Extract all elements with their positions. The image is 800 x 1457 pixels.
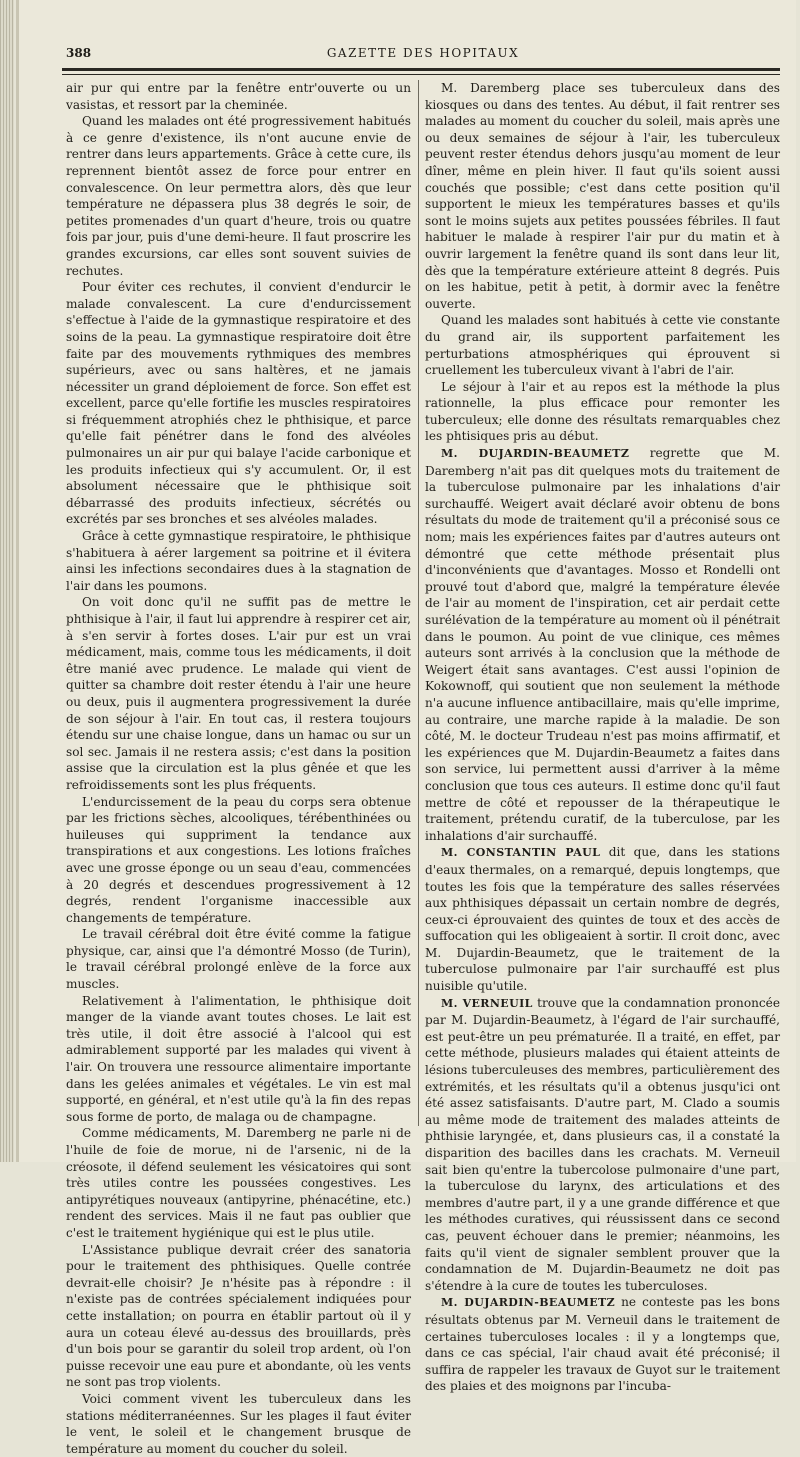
paragraph-text: M. Daremberg place ses tuberculeux dans des kiosques ou dans des tentes. Au début, il fait rentrer ses malades au moment du coucher du soleil, mais après une ou deux semaines de séjour à l'air, les tuberculeux peuvent rester étendus dehors jusqu'au moment de leur dîner, même en plein hiver. Il faut qu'ils soient aussi couchés que possible; c'est dans cette position qu'il supportent le mieux les températures basses et qu'ils sont le moins sujets aux petites poussées fébriles. Il faut habituer le malade à respirer l'air pur du matin et à ouvrir largement la fenêtre quand ils sont dans leur lit, dès que la température extérieure atteint 8 degrés. Puis on les habitue, petit à petit, à dormir avec la fenêtre ouverte. (425, 81, 780, 311)
paragraph-text: Relativement à l'alimentation, le phthisique doit manger de la viande avant toutes choses. Le lait est très utile, il doit être associé à l'alcool qui est admirablement supporté par les malades qui vivent à l'air. On trouvera une ressource alimentaire importante dans les gelées animales et végétales. Le vin est mal supporté, en général, et n'est utile qu'à la fin des repas sous forme de porto, de malaga ou de champagne. (66, 993, 411, 1124)
paragraph (66, 1125, 411, 1241)
paragraph-text: L'endurcissement de la peau du corps sera obtenue par les frictions sèches, alcooliques, térébenthinées ou huileuses qui suppriment la tendance aux transpirations et aux congestions. Les lotions fraîches avec une grosse éponge ou un seau d'eau, commencées à 20 degrés et descendues progressivement à 12 degrés, rendent l'organisme inaccessible aux changements de température. (66, 794, 411, 925)
paragraph (66, 80, 411, 113)
paragraph (425, 844, 780, 994)
paragraph (425, 1294, 780, 1395)
paragraph-text: Quand les malades ont été progressivement habitués à ce genre d'existence, ils n'ont aucune envie de rentrer dans leurs appartements. Grâce à cette cure, ils reprennent bientôt assez de force pour entrer en convalescence. On leur permettra alors, dès que leur température ne dépassera plus 38 degrés le soir, de petites promenades d'un quart d'heure, trois ou quatre fois par jour, puis d'une demi-heure. Il faut proscrire les grandes excursions, car elles sont souvent suivies de rechutes. (66, 114, 411, 278)
paragraph (66, 1391, 411, 1457)
left-column (66, 80, 411, 1457)
paragraph (66, 113, 411, 279)
paragraph-text: regrette que M. Daremberg n'ait pas dit quelques mots du traitement de la tuberculose pulmonaire par les inhalations d'air surchauffé. Weigert avait déclaré avoir obtenu de bons résultats du mode de traitement qu'il a préconisé sous ce nom; mais les expériences faites par d'autres auteurs ont démontré que cette méthode présentait plus d'inconvénients que d'avantages. Mosso et Rondelli ont prouvé tout d'abord que, malgré la température élevée de l'air au moment de l'inspiration, cet air perdait cette surélévation de la température au moment où il pénétrait dans le poumon. Au point de vue clinique, ces mêmes auteurs sont arrivés à la conclusion que la méthode de Weigert était sans avantages. C'est aussi l'opinion de Kokownoff, qui soutient que non seulement la méthode n'a aucune influence antibacillaire, mais qu'elle imprime, au contraire, une marche rapide à la maladie. De son côté, M. le docteur Trudeau n'est pas moins affirmatif, et les expériences que M. Dujardin-Beaumetz a faites dans son service, lui permettent aussi d'arriver à la même conclusion que tous ces auteurs. Il estime donc qu'il faut mettre de côté et repousser de la thérapeutique le traitement, prétendu curatif, de la tuberculose, par les inhalations d'air surchauffé. (425, 446, 780, 843)
paragraph (66, 528, 411, 594)
speaker-name: M. CONSTANTIN PAUL (441, 846, 601, 860)
page-number: 388 (66, 46, 92, 60)
right-column (425, 80, 780, 1395)
paragraph-text: Quand les malades sont habitués à cette vie constante du grand air, ils supportent parfaitement les perturbations atmosphériques qui éprouvent si cruellement les tuberculeux vivant à l'abri de l'air. (425, 313, 780, 378)
paragraph-text: Grâce à cette gymnastique respiratoire, le phthisique s'habituera à aérer largement sa poitrine et il évitera ainsi les infections secondaires dues à la stagnation de l'air dans les poumons. (66, 529, 411, 593)
paragraph-text: Le travail cérébral doit être évité comme la fatigue physique, car, ainsi que l'a démontré Mosso (de Turin), le travail cérébral prolongé enlève de la force aux muscles. (66, 927, 411, 992)
speaker-name: M. VERNEUIL (441, 996, 533, 1010)
speaker-name: M. DUJARDIN-BEAUMETZ (441, 1296, 616, 1310)
speaker-name: M. DUJARDIN-BEAUMETZ (441, 447, 630, 461)
paragraph-text: On voit donc qu'il ne suffit pas de mettre le phthisique à l'air, il faut lui apprendre à respirer cet air, à s'en servir à fortes doses. L'air pur est un vrai médicament, mais, comme tous les médicaments, il doit être manié avec prudence. Le malade qui vient de quitter sa chambre doit rester étendu à l'air une heure ou deux, puis il augmentera progressivement la durée de son séjour à l'air. En tout cas, il restera toujours étendu sur une chaise longue, dans un hamac ou sur un sol sec. Jamais il ne restera assis; c'est dans la position assise que la circulation est la plus gênée et que les refroidissements sont les plus fréquents. (66, 595, 411, 792)
paragraph-text: Le séjour à l'air et au repos est la méthode la plus rationnelle, la plus efficace pour remonter les tuberculeux; elle donne des résultats remarquables chez les phtisiques pris au début. (425, 379, 780, 444)
paragraph-text: Voici comment vivent les tuberculeux dans les stations méditerranéennes. Sur les plages il faut éviter le vent, le soleil et le changement brusque de température au moment du coucher du soleil. (66, 1391, 411, 1456)
paragraph (425, 995, 780, 1295)
binding-gutter (0, 0, 14, 1162)
paragraph (66, 279, 411, 528)
paragraph (425, 80, 780, 312)
paragraph-text: trouve que la condamnation prononcée par M. Dujardin-Beaumetz, à l'égard de l'air surchauffé, est peut-être un peu prématurée. Il a traité, en effet, par cette méthode, plusieurs malades qui étaient atteints de lésions tuberculeuses des membres, particulièrement des extrémités, et les résultats qu'il a obtenus jusqu'ici ont été assez satisfaisants. D'autre part, M. Clado a soumis au même mode de traitement des malades atteints de phthisie laryngée, et, dans plusieurs cas, il a constaté la disparition des bacilles dans les crachats. M. Verneuil sait bien qu'entre la tubercolose pulmonaire d'une part, la tuberculose du larynx, des articulations et des membres d'autre part, il y a une grande différence et que les méthodes curatives, qui réussissent dans ce second cas, peuvent échouer dans le premier; néanmoins, les faits qu'il vient de signaler semblent prouver que la condamnation de M. Dujardin-Beaumetz ne doit pas s'étendre à la cure de toutes les tuberculoses. (425, 995, 780, 1293)
paragraph (425, 379, 780, 445)
paragraph-text: Comme médicaments, M. Daremberg ne parle ni de l'huile de foie de morue, ni de l'arsenic, ni de la créosote, il défend seulement les vésicatoires qui sont très utiles contre les poussées congestives. Les antipyrétiques nouveaux (antipyrine, phénacétine, etc.) rendent des services. Mais il ne faut pas oublier que c'est le traitement hygiénique qui est le plus utile. (66, 1126, 411, 1240)
page-header (66, 44, 780, 64)
paragraph (66, 1242, 411, 1391)
paragraph-text: dit que, dans les stations d'eaux thermales, on a remarqué, depuis longtemps, que toutes les fois que la température des salles réservées aux phthisiques dépassait un certain nombre de degrés, ceux-ci éprouvaient des quintes de toux et des accès de suffocation qui les obligeaient à sortir. Il croit donc, avec M. Dujardin-Beaumetz, que le traitement de la tuberculose pulmonaire par l'air surchauffé est plus nuisible qu'utile. (425, 845, 781, 994)
header-rule-thick (62, 68, 780, 71)
journal-title: GAZETTE DES HOPITAUX (326, 46, 520, 60)
paragraph-text: ne conteste pas les bons résultats obtenus par M. Verneuil dans le traitement de certaines tuberculoses locales : il y a longtemps que, dans ce cas spécial, l'air chaud avait été préconisé; il suffira de rappeler les travaux de Guyot sur le traitement des plaies et des moignons par l'incuba- (425, 1295, 780, 1394)
paragraph-text: Pour éviter ces rechutes, il convient d'endurcir le malade convalescent. La cure d'endurcissement s'effectue à l'aide de la gymnastique respiratoire et des soins de la peau. La gymnastique respiratoire doit être faite par des mouvements rythmiques des membres supérieurs, avec ou sans haltères, et ne jamais nécessiter un grand déploiement de force. Son effet est excellent, parce qu'elle fortifie les muscles respiratoires si fréquemment atrophiés chez le phthisique, et parce qu'elle fait pénétrer dans le fond des alvéoles pulmonaires un air pur qui balaye l'acide carbonique et les produits infectieux qui s'y accumulent. Or, il est absolument nécessaire que le phthisique soit débarrassé des produits infectieux, sécrétés ou excrétés par ses bronches et ses alvéoles malades. (66, 280, 412, 527)
paragraph (66, 993, 411, 1126)
paragraph (66, 594, 411, 793)
paragraph (425, 312, 780, 378)
paragraph (66, 926, 411, 992)
paragraph-text: air pur qui entre par la fenêtre entr'ouverte ou un vasistas, et ressort par la cheminée. (66, 81, 411, 112)
paragraph-text: L'Assistance publique devrait créer des sanatoria pour le traitement des phthisiques. Quelle contrée devrait-elle choisir? Je n'hésite pas à répondre : il n'existe pas de contrées spécialement indiquées pour cette installation; on pourra en établir partout où il y aura un coteau élevé au-dessus des brouillards, près d'un bois pour se garantir du soleil trop ardent, où l'on puisse recevoir une eau pure et abondante, où les vents ne sont pas trop violents. (66, 1242, 411, 1390)
paragraph (425, 445, 780, 844)
header-rule-thin (62, 74, 780, 75)
paragraph (66, 794, 411, 927)
column-divider (418, 80, 419, 1126)
